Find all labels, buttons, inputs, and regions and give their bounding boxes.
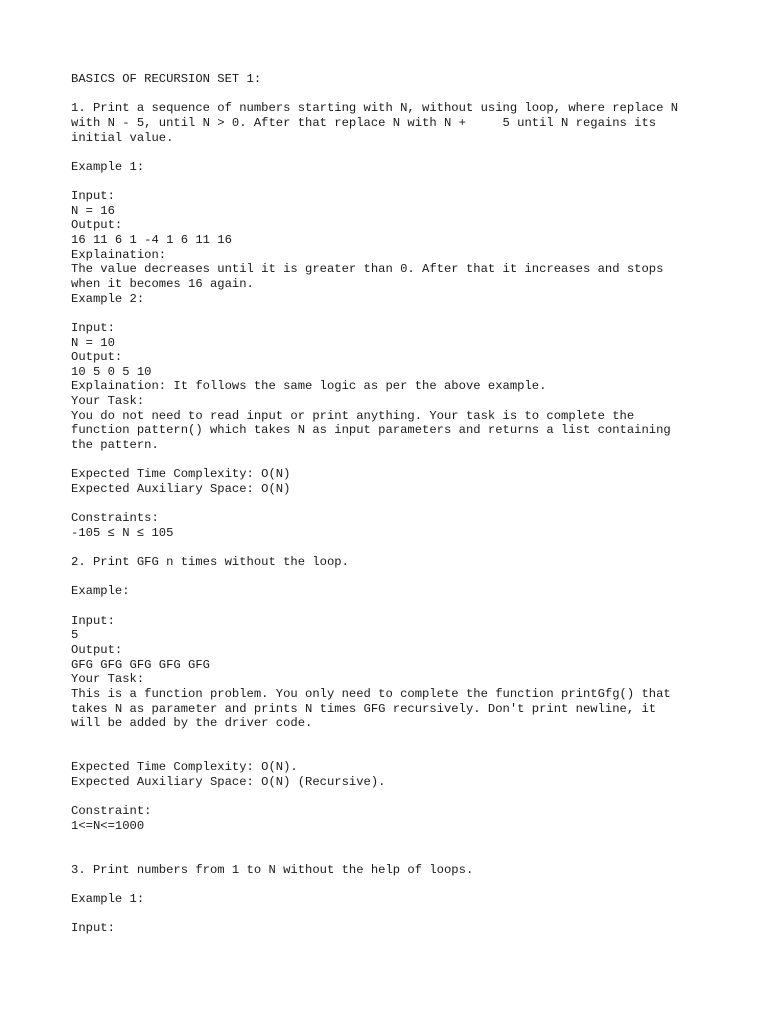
text-line: 10 5 0 5 10 <box>71 364 152 379</box>
text-line <box>71 570 711 585</box>
text-line: Constraints: <box>71 511 159 526</box>
text-line: Output: <box>71 218 123 233</box>
text-line <box>71 789 711 804</box>
text-line <box>71 145 711 160</box>
text-line <box>71 599 711 614</box>
text-line: Output: <box>71 350 123 365</box>
text-line: Explaination: <box>71 247 167 262</box>
document-title: BASICS OF RECURSION SET 1: <box>71 72 262 86</box>
text-line: Input: <box>71 613 115 628</box>
text-line: Your Task: <box>71 394 145 409</box>
text-line: the pattern. <box>71 438 159 453</box>
text-line: You do not need to read input or print anything. Your task is to complete the <box>71 408 635 423</box>
text-line <box>71 877 711 892</box>
text-line: Input: <box>71 921 115 936</box>
text-line: function pattern() which takes N as input parameters and returns a list containing <box>71 423 671 438</box>
text-line: 1<=N<=1000 <box>71 818 145 833</box>
text-line: Output: <box>71 642 123 657</box>
text-line: with N - 5, until N > 0. After that replace N with N + 5 until N regains its <box>71 115 657 130</box>
example-heading: Example 2: <box>71 291 145 306</box>
text-line <box>71 87 711 102</box>
document-page <box>71 72 711 936</box>
problem-1-heading: 1. Print a sequence of numbers starting with N, without using loop, where replace N <box>71 101 679 116</box>
example-heading: Example 1: <box>71 891 145 906</box>
text-line: 5 <box>71 628 79 643</box>
text-line <box>71 833 711 848</box>
text-line: Explaination: It follows the same logic as per the above example. <box>71 379 547 394</box>
text-line <box>71 907 711 922</box>
text-line <box>71 541 711 556</box>
text-line: GFG GFG GFG GFG GFG <box>71 657 210 672</box>
text-line <box>71 497 711 512</box>
example-heading: Example: <box>71 584 130 599</box>
text-line <box>71 848 711 863</box>
text-line: Expected Time Complexity: O(N) <box>71 467 291 482</box>
text-line: -105 ≤ N ≤ 105 <box>71 525 174 540</box>
text-line <box>71 174 711 189</box>
text-line <box>71 306 711 321</box>
text-line: N = 10 <box>71 335 115 350</box>
text-line: Expected Auxiliary Space: O(N) (Recursive). <box>71 774 386 789</box>
text-line <box>71 453 711 468</box>
text-line: The value decreases until it is greater than 0. After that it increases and stops <box>71 262 664 277</box>
text-line: N = 16 <box>71 203 115 218</box>
text-line: will be added by the driver code. <box>71 716 313 731</box>
text-line: Input: <box>71 320 115 335</box>
text-line: Constraint: <box>71 804 152 819</box>
text-line: initial value. <box>71 130 174 145</box>
text-line <box>71 745 711 760</box>
example-heading: Example 1: <box>71 159 145 174</box>
problem-2-heading: 2. Print GFG n times without the loop. <box>71 555 349 570</box>
text-line: Your Task: <box>71 672 145 687</box>
text-line: takes N as parameter and prints N times GFG recursively. Don't print newline, it <box>71 701 657 716</box>
text-line: when it becomes 16 again. <box>71 276 254 291</box>
problem-3-heading: 3. Print numbers from 1 to N without the help of loops. <box>71 862 474 877</box>
text-line: Expected Time Complexity: O(N). <box>71 760 298 775</box>
text-line: Expected Auxiliary Space: O(N) <box>71 481 291 496</box>
text-line <box>71 731 711 746</box>
text-line: This is a function problem. You only need to complete the function printGfg() that <box>71 686 671 701</box>
text-line: Input: <box>71 189 115 204</box>
text-line: 16 11 6 1 -4 1 6 11 16 <box>71 233 232 248</box>
